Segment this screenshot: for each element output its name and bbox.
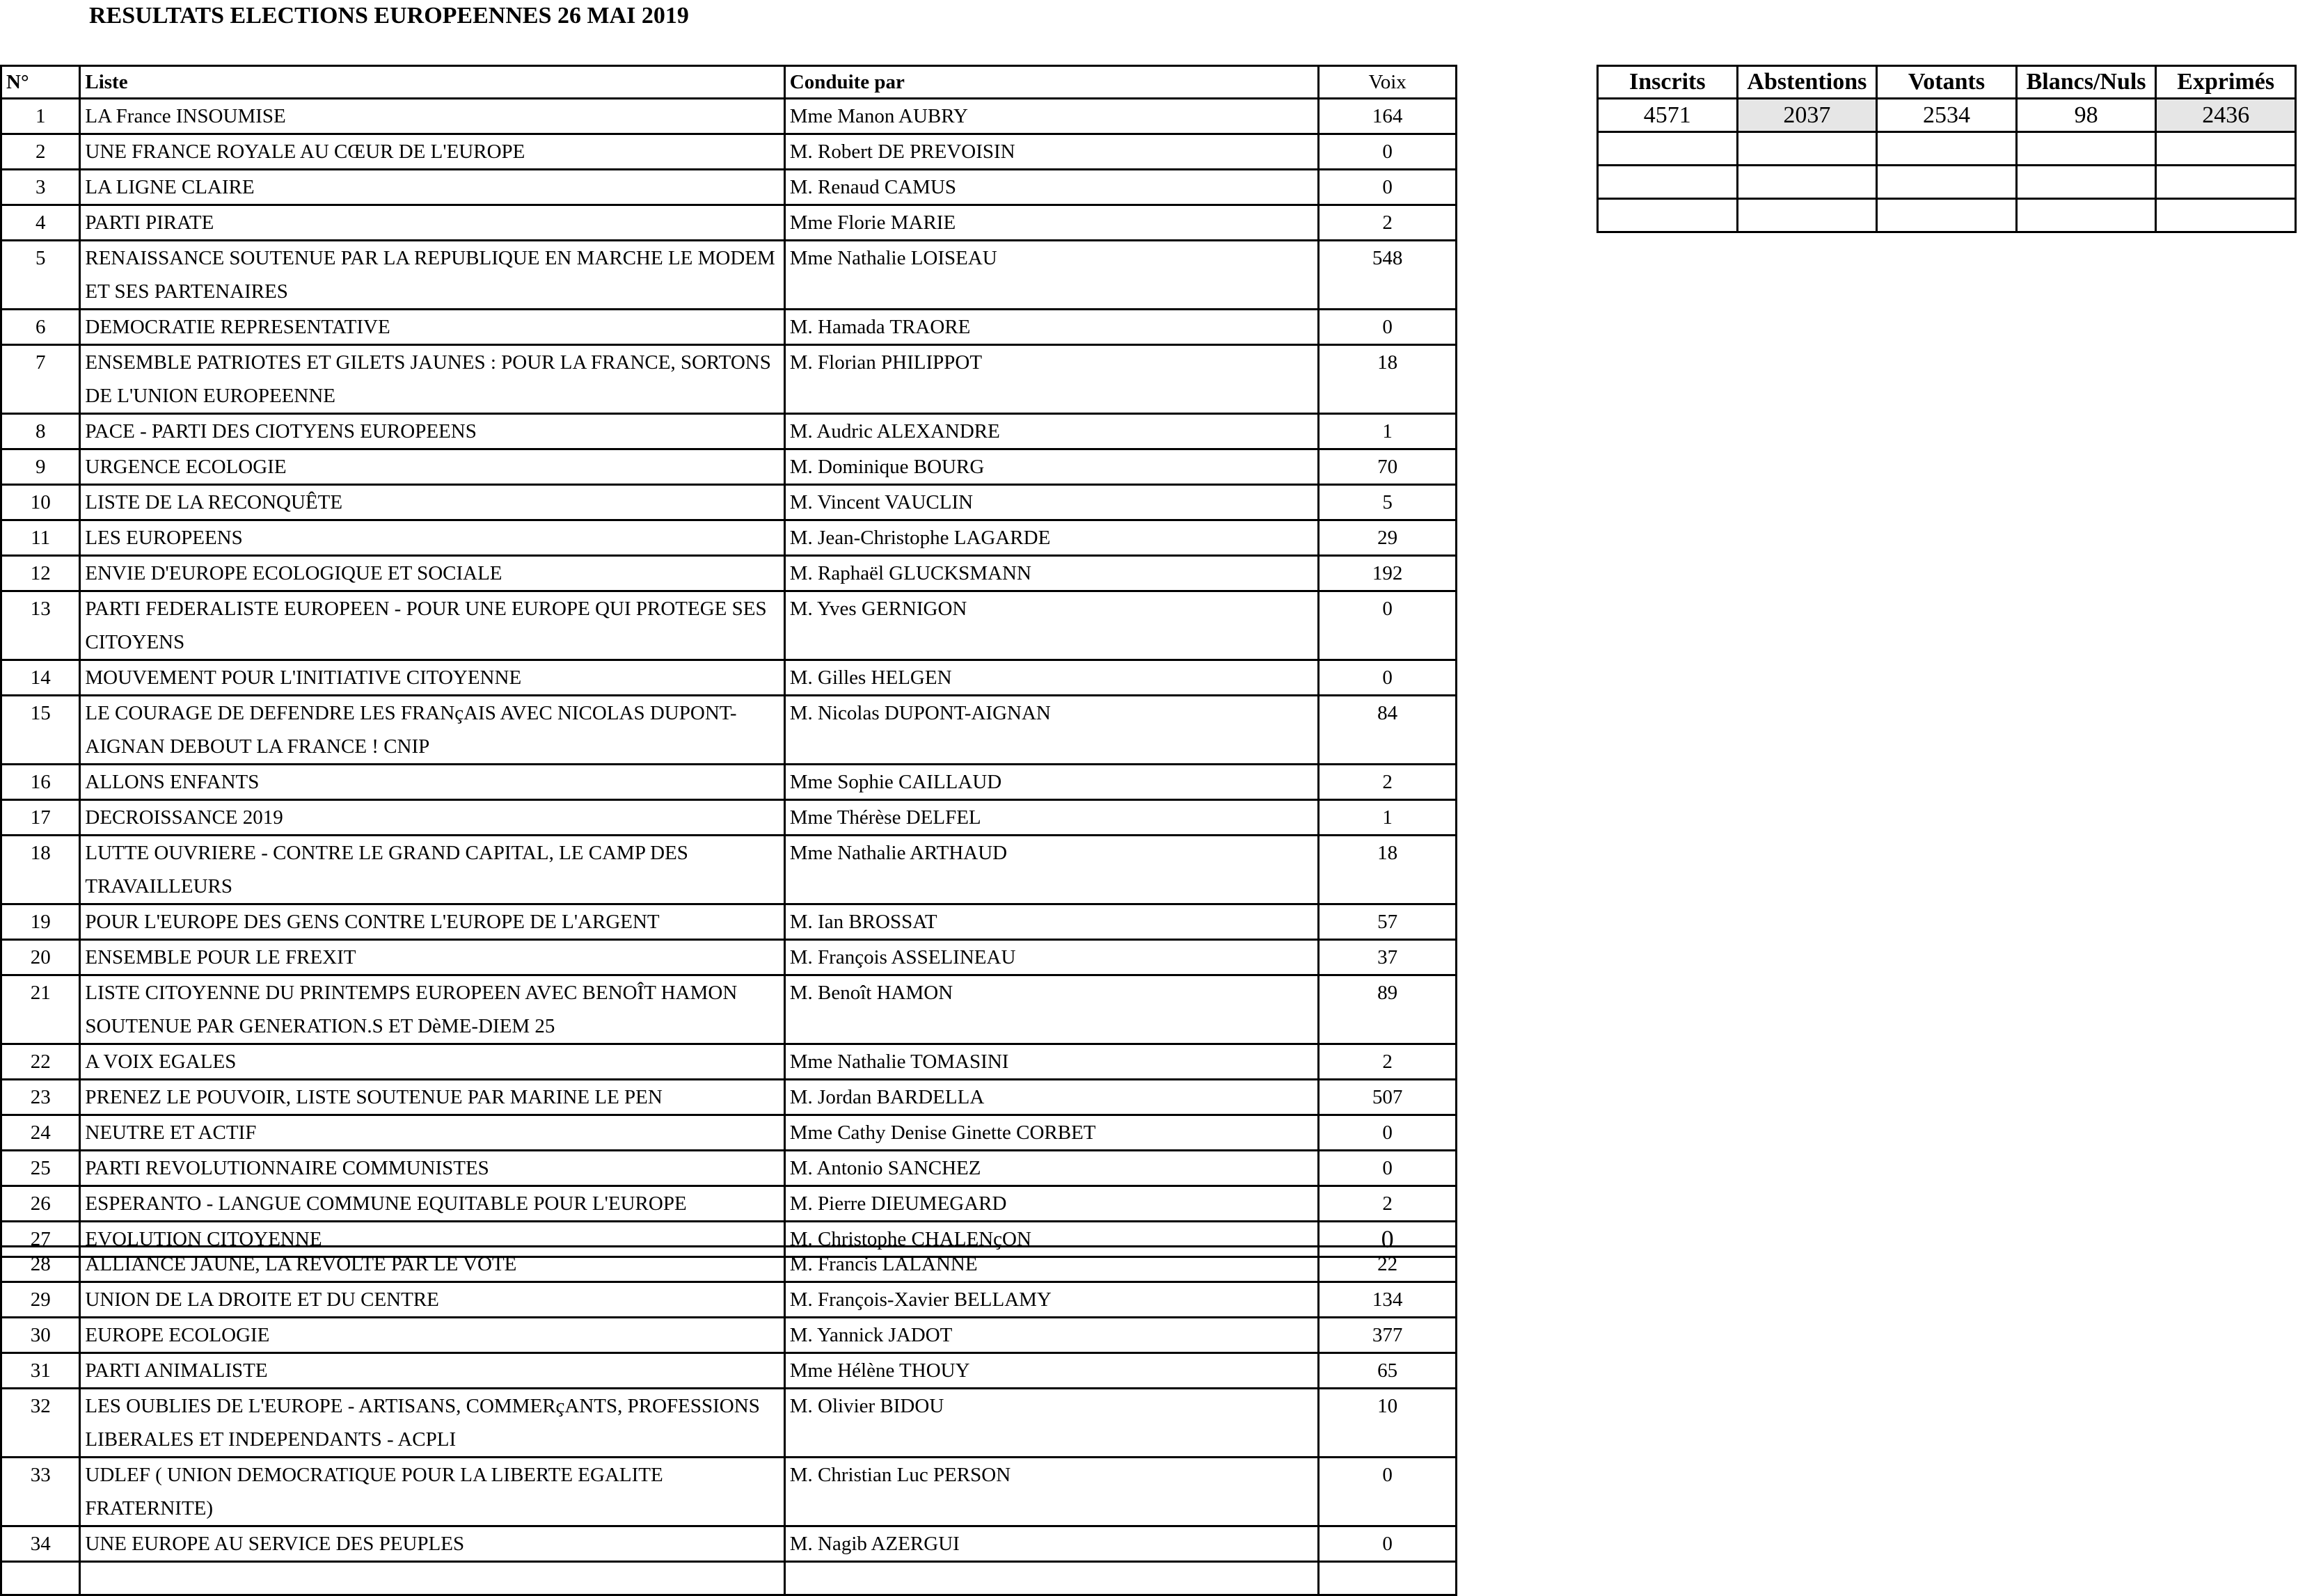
row-num [1,1562,80,1595]
row-voix: 89 [1319,975,1457,1044]
row-num: 18 [1,836,80,904]
row-conduite: M. Renaud CAMUS [784,170,1319,205]
row-num: 12 [1,556,80,591]
row-voix: 0 [1319,170,1457,205]
row-num: 30 [1,1318,80,1353]
row-num: 19 [1,904,80,940]
row-conduite: M. Hamada TRAORE [784,310,1319,345]
row-liste: ENSEMBLE POUR LE FREXIT [80,940,784,975]
row-num: 29 [1,1282,80,1318]
row-voix: 1 [1319,414,1457,449]
row-voix: 192 [1319,556,1457,591]
row-voix: 1 [1319,800,1457,836]
stats-header-blancs-nuls: Blancs/Nuls [2016,66,2156,99]
row-conduite: Mme Cathy Denise Ginette CORBET [784,1115,1319,1151]
table-row [1,1151,1457,1186]
table-row [1,1186,1457,1222]
row-liste: ESPERANTO - LANGUE COMMUNE EQUITABLE POUR L'EUROPE [80,1186,784,1222]
stats-inscrits: 4571 [1598,99,1738,132]
row-voix: 18 [1319,345,1457,414]
page-title: RESULTATS ELECTIONS EUROPEENNES 26 MAI 2019 [89,3,689,29]
row-num: 1 [1,99,80,134]
stats-empty-cell [1737,199,1877,232]
row-num: 22 [1,1044,80,1080]
row-voix: 0 [1319,660,1457,696]
row-num: 33 [1,1458,80,1526]
row-liste: PRENEZ LE POUVOIR, LISTE SOUTENUE PAR MARINE LE PEN [80,1080,784,1115]
table-row [1,1282,1457,1318]
row-liste: UDLEF ( UNION DEMOCRATIQUE POUR LA LIBERTE EGALITE FRATERNITE) [80,1458,784,1526]
row-voix: 0 [1319,1458,1457,1526]
table-row [1,1044,1457,1080]
row-voix: 0 [1319,310,1457,345]
table-row [1,485,1457,520]
header-num: N° [1,66,80,99]
stats-empty-cell [2016,132,2156,166]
row-voix: 10 [1319,1389,1457,1458]
stats-votants: 2534 [1877,99,2017,132]
row-num: 21 [1,975,80,1044]
stats-empty-cell [1877,199,2017,232]
row-conduite: M. Christian Luc PERSON [784,1458,1319,1526]
row-conduite: Mme Nathalie ARTHAUD [784,836,1319,904]
row-liste: PARTI ANIMALISTE [80,1353,784,1389]
row-liste: ENVIE D'EUROPE ECOLOGIQUE ET SOCIALE [80,556,784,591]
stats-empty-cell [2156,132,2296,166]
stats-empty-cell [2156,166,2296,199]
table-row [1,660,1457,696]
table-row [1,1247,1457,1282]
results-body [1,99,1457,1257]
row-conduite: M. Benoît HAMON [784,975,1319,1044]
row-liste: PARTI PIRATE [80,205,784,241]
row-voix: 22 [1319,1247,1457,1282]
table-row [1,591,1457,660]
row-num: 8 [1,414,80,449]
header-liste: Liste [80,66,784,99]
row-conduite: M. Robert DE PREVOISIN [784,134,1319,170]
row-liste: ALLONS ENFANTS [80,765,784,800]
table-row [1,800,1457,836]
row-liste: LES EUROPEENS [80,520,784,556]
row-conduite: M. Olivier BIDOU [784,1389,1319,1458]
row-conduite: M. Dominique BOURG [784,449,1319,485]
table-row [1,765,1457,800]
table-row [1,940,1457,975]
row-liste: PACE - PARTI DES CIOTYENS EUROPEENS [80,414,784,449]
header-voix: Voix [1319,66,1457,99]
stats-header-inscrits: Inscrits [1598,66,1738,99]
table-row [1,836,1457,904]
row-num: 9 [1,449,80,485]
row-voix: 0 [1319,591,1457,660]
row-num: 14 [1,660,80,696]
table-row [1,1526,1457,1562]
stats-empty-cell [1877,132,2017,166]
row-conduite: Mme Sophie CAILLAUD [784,765,1319,800]
row-num: 13 [1,591,80,660]
table-row [1,1458,1457,1526]
row-voix [1319,1562,1457,1595]
row-voix: 164 [1319,99,1457,134]
row-liste: UNE FRANCE ROYALE AU CŒUR DE L'EUROPE [80,134,784,170]
row-num: 28 [1,1247,80,1282]
row-conduite: Mme Thérèse DELFEL [784,800,1319,836]
table-row [1,99,1457,134]
row-num: 7 [1,345,80,414]
row-voix: 0 [1319,1151,1457,1186]
stats-exprimes: 2436 [2156,99,2296,132]
row-conduite [784,1562,1319,1595]
row-conduite: Mme Florie MARIE [784,205,1319,241]
row-liste: ALLIANCE JAUNE, LA REVOLTE PAR LE VOTE [80,1247,784,1282]
row-conduite: M. Christophe CHALENçON [784,1222,1319,1257]
stats-blancs-nuls: 98 [2016,99,2156,132]
results-body-secondary [1,1247,1457,1595]
stats-header-votants: Votants [1877,66,2017,99]
row-voix: 57 [1319,904,1457,940]
row-liste: LISTE DE LA RECONQUÊTE [80,485,784,520]
row-liste: LES OUBLIES DE L'EUROPE - ARTISANS, COMMERçANTS, PROFESSIONS LIBERALES ET INDEPENDANTS - ACPLI [80,1389,784,1458]
stats-empty-cell [1737,166,1877,199]
row-conduite: Mme Hélène THOUY [784,1353,1319,1389]
table-row [1,241,1457,310]
row-liste [80,1562,784,1595]
stats-empty-cell [2156,199,2296,232]
row-liste: UNION DE LA DROITE ET DU CENTRE [80,1282,784,1318]
row-conduite: M. Florian PHILIPPOT [784,345,1319,414]
row-liste: A VOIX EGALES [80,1044,784,1080]
row-liste: ENSEMBLE PATRIOTES ET GILETS JAUNES : POUR LA FRANCE, SORTONS DE L'UNION EUROPEENNE [80,345,784,414]
table-row [1,205,1457,241]
table-row [1,1318,1457,1353]
row-voix: 134 [1319,1282,1457,1318]
row-num: 3 [1,170,80,205]
stats-empty-cell [1737,132,1877,166]
row-num: 4 [1,205,80,241]
stats-table [1596,65,2297,233]
stats-empty-cell [2016,166,2156,199]
row-conduite: M. Yves GERNIGON [784,591,1319,660]
results-table [0,65,1457,1258]
row-liste: LA France INSOUMISE [80,99,784,134]
row-conduite: M. François ASSELINEAU [784,940,1319,975]
row-conduite: Mme Manon AUBRY [784,99,1319,134]
row-conduite: M. Nicolas DUPONT-AIGNAN [784,696,1319,765]
results-table-secondary [0,1245,1457,1596]
row-num: 31 [1,1353,80,1389]
row-liste: DECROISSANCE 2019 [80,800,784,836]
row-liste: LA LIGNE CLAIRE [80,170,784,205]
row-voix: 84 [1319,696,1457,765]
table-row [1,345,1457,414]
row-num: 20 [1,940,80,975]
row-num: 5 [1,241,80,310]
row-conduite: M. Ian BROSSAT [784,904,1319,940]
table-header-row [1,66,1457,99]
row-conduite: M. Jean-Christophe LAGARDE [784,520,1319,556]
row-liste: POUR L'EUROPE DES GENS CONTRE L'EUROPE DE L'ARGENT [80,904,784,940]
stats-values-row [1598,99,2296,132]
row-conduite: M. Pierre DIEUMEGARD [784,1186,1319,1222]
row-voix: 37 [1319,940,1457,975]
row-liste: LE COURAGE DE DEFENDRE LES FRANçAIS AVEC NICOLAS DUPONT-AIGNAN DEBOUT LA FRANCE ! CNIP [80,696,784,765]
table-row [1,1080,1457,1115]
stats-header-exprimes: Exprimés [2156,66,2296,99]
row-voix: 65 [1319,1353,1457,1389]
table-row [1,414,1457,449]
row-conduite: Mme Nathalie LOISEAU [784,241,1319,310]
row-conduite: M. Yannick JADOT [784,1318,1319,1353]
row-conduite: M. Raphaël GLUCKSMANN [784,556,1319,591]
row-num: 16 [1,765,80,800]
row-liste: LISTE CITOYENNE DU PRINTEMPS EUROPEEN AVEC BENOÎT HAMON SOUTENUE PAR GENERATION.S ET DèME-DIEM 25 [80,975,784,1044]
table-row [1,1389,1457,1458]
row-voix: 5 [1319,485,1457,520]
row-num: 24 [1,1115,80,1151]
row-voix: 70 [1319,449,1457,485]
stats-empty-cell [1598,132,1738,166]
row-conduite: M. Vincent VAUCLIN [784,485,1319,520]
table-row [1,520,1457,556]
row-voix: 0 [1319,1526,1457,1562]
stats-empty-row [1598,199,2296,232]
stats-abstentions: 2037 [1737,99,1877,132]
row-num: 32 [1,1389,80,1458]
row-conduite: M. Audric ALEXANDRE [784,414,1319,449]
stats-header-row [1598,66,2296,99]
row-liste: EUROPE ECOLOGIE [80,1318,784,1353]
row-num: 27 [1,1222,80,1257]
row-voix: 2 [1319,765,1457,800]
row-num: 34 [1,1526,80,1562]
row-liste: PARTI FEDERALISTE EUROPEEN - POUR UNE EUROPE QUI PROTEGE SES CITOYENS [80,591,784,660]
row-voix: 2 [1319,205,1457,241]
row-voix: 0 [1319,1222,1457,1257]
row-liste: LUTTE OUVRIERE - CONTRE LE GRAND CAPITAL, LE CAMP DES TRAVAILLEURS [80,836,784,904]
table-row [1,134,1457,170]
table-row [1,170,1457,205]
row-voix: 0 [1319,134,1457,170]
row-voix: 18 [1319,836,1457,904]
table-row [1,975,1457,1044]
stats-empty-cell [1598,166,1738,199]
table-row [1,1562,1457,1595]
row-conduite: Mme Nathalie TOMASINI [784,1044,1319,1080]
stats-empty-row [1598,132,2296,166]
row-num: 6 [1,310,80,345]
row-liste: PARTI REVOLUTIONNAIRE COMMUNISTES [80,1151,784,1186]
table-row [1,310,1457,345]
stats-empty-cell [2016,199,2156,232]
row-liste: RENAISSANCE SOUTENUE PAR LA REPUBLIQUE EN MARCHE LE MODEM ET SES PARTENAIRES [80,241,784,310]
table-row [1,904,1457,940]
row-voix: 29 [1319,520,1457,556]
row-voix: 0 [1319,1115,1457,1151]
row-voix: 377 [1319,1318,1457,1353]
table-row [1,556,1457,591]
stats-header-abstentions: Abstentions [1737,66,1877,99]
row-conduite: M. Gilles HELGEN [784,660,1319,696]
row-num: 15 [1,696,80,765]
row-num: 23 [1,1080,80,1115]
row-num: 25 [1,1151,80,1186]
table-row [1,1353,1457,1389]
table-row [1,696,1457,765]
row-liste: DEMOCRATIE REPRESENTATIVE [80,310,784,345]
row-num: 11 [1,520,80,556]
row-liste: NEUTRE ET ACTIF [80,1115,784,1151]
row-voix: 2 [1319,1044,1457,1080]
row-num: 2 [1,134,80,170]
row-num: 17 [1,800,80,836]
row-conduite: M. Francis LALANNE [784,1247,1319,1282]
row-conduite: M. Nagib AZERGUI [784,1526,1319,1562]
header-conduite: Conduite par [784,66,1319,99]
table-row [1,449,1457,485]
row-voix: 2 [1319,1186,1457,1222]
row-conduite: M. Jordan BARDELLA [784,1080,1319,1115]
row-num: 10 [1,485,80,520]
row-conduite: M. Antonio SANCHEZ [784,1151,1319,1186]
table-row [1,1115,1457,1151]
row-liste: EVOLUTION CITOYENNE [80,1222,784,1257]
row-liste: UNE EUROPE AU SERVICE DES PEUPLES [80,1526,784,1562]
stats-empty-cell [1598,199,1738,232]
row-voix: 548 [1319,241,1457,310]
row-conduite: M. François-Xavier BELLAMY [784,1282,1319,1318]
row-voix: 507 [1319,1080,1457,1115]
row-num: 26 [1,1186,80,1222]
stats-empty-row [1598,166,2296,199]
stats-empty-cell [1877,166,2017,199]
row-liste: URGENCE ECOLOGIE [80,449,784,485]
row-liste: MOUVEMENT POUR L'INITIATIVE CITOYENNE [80,660,784,696]
